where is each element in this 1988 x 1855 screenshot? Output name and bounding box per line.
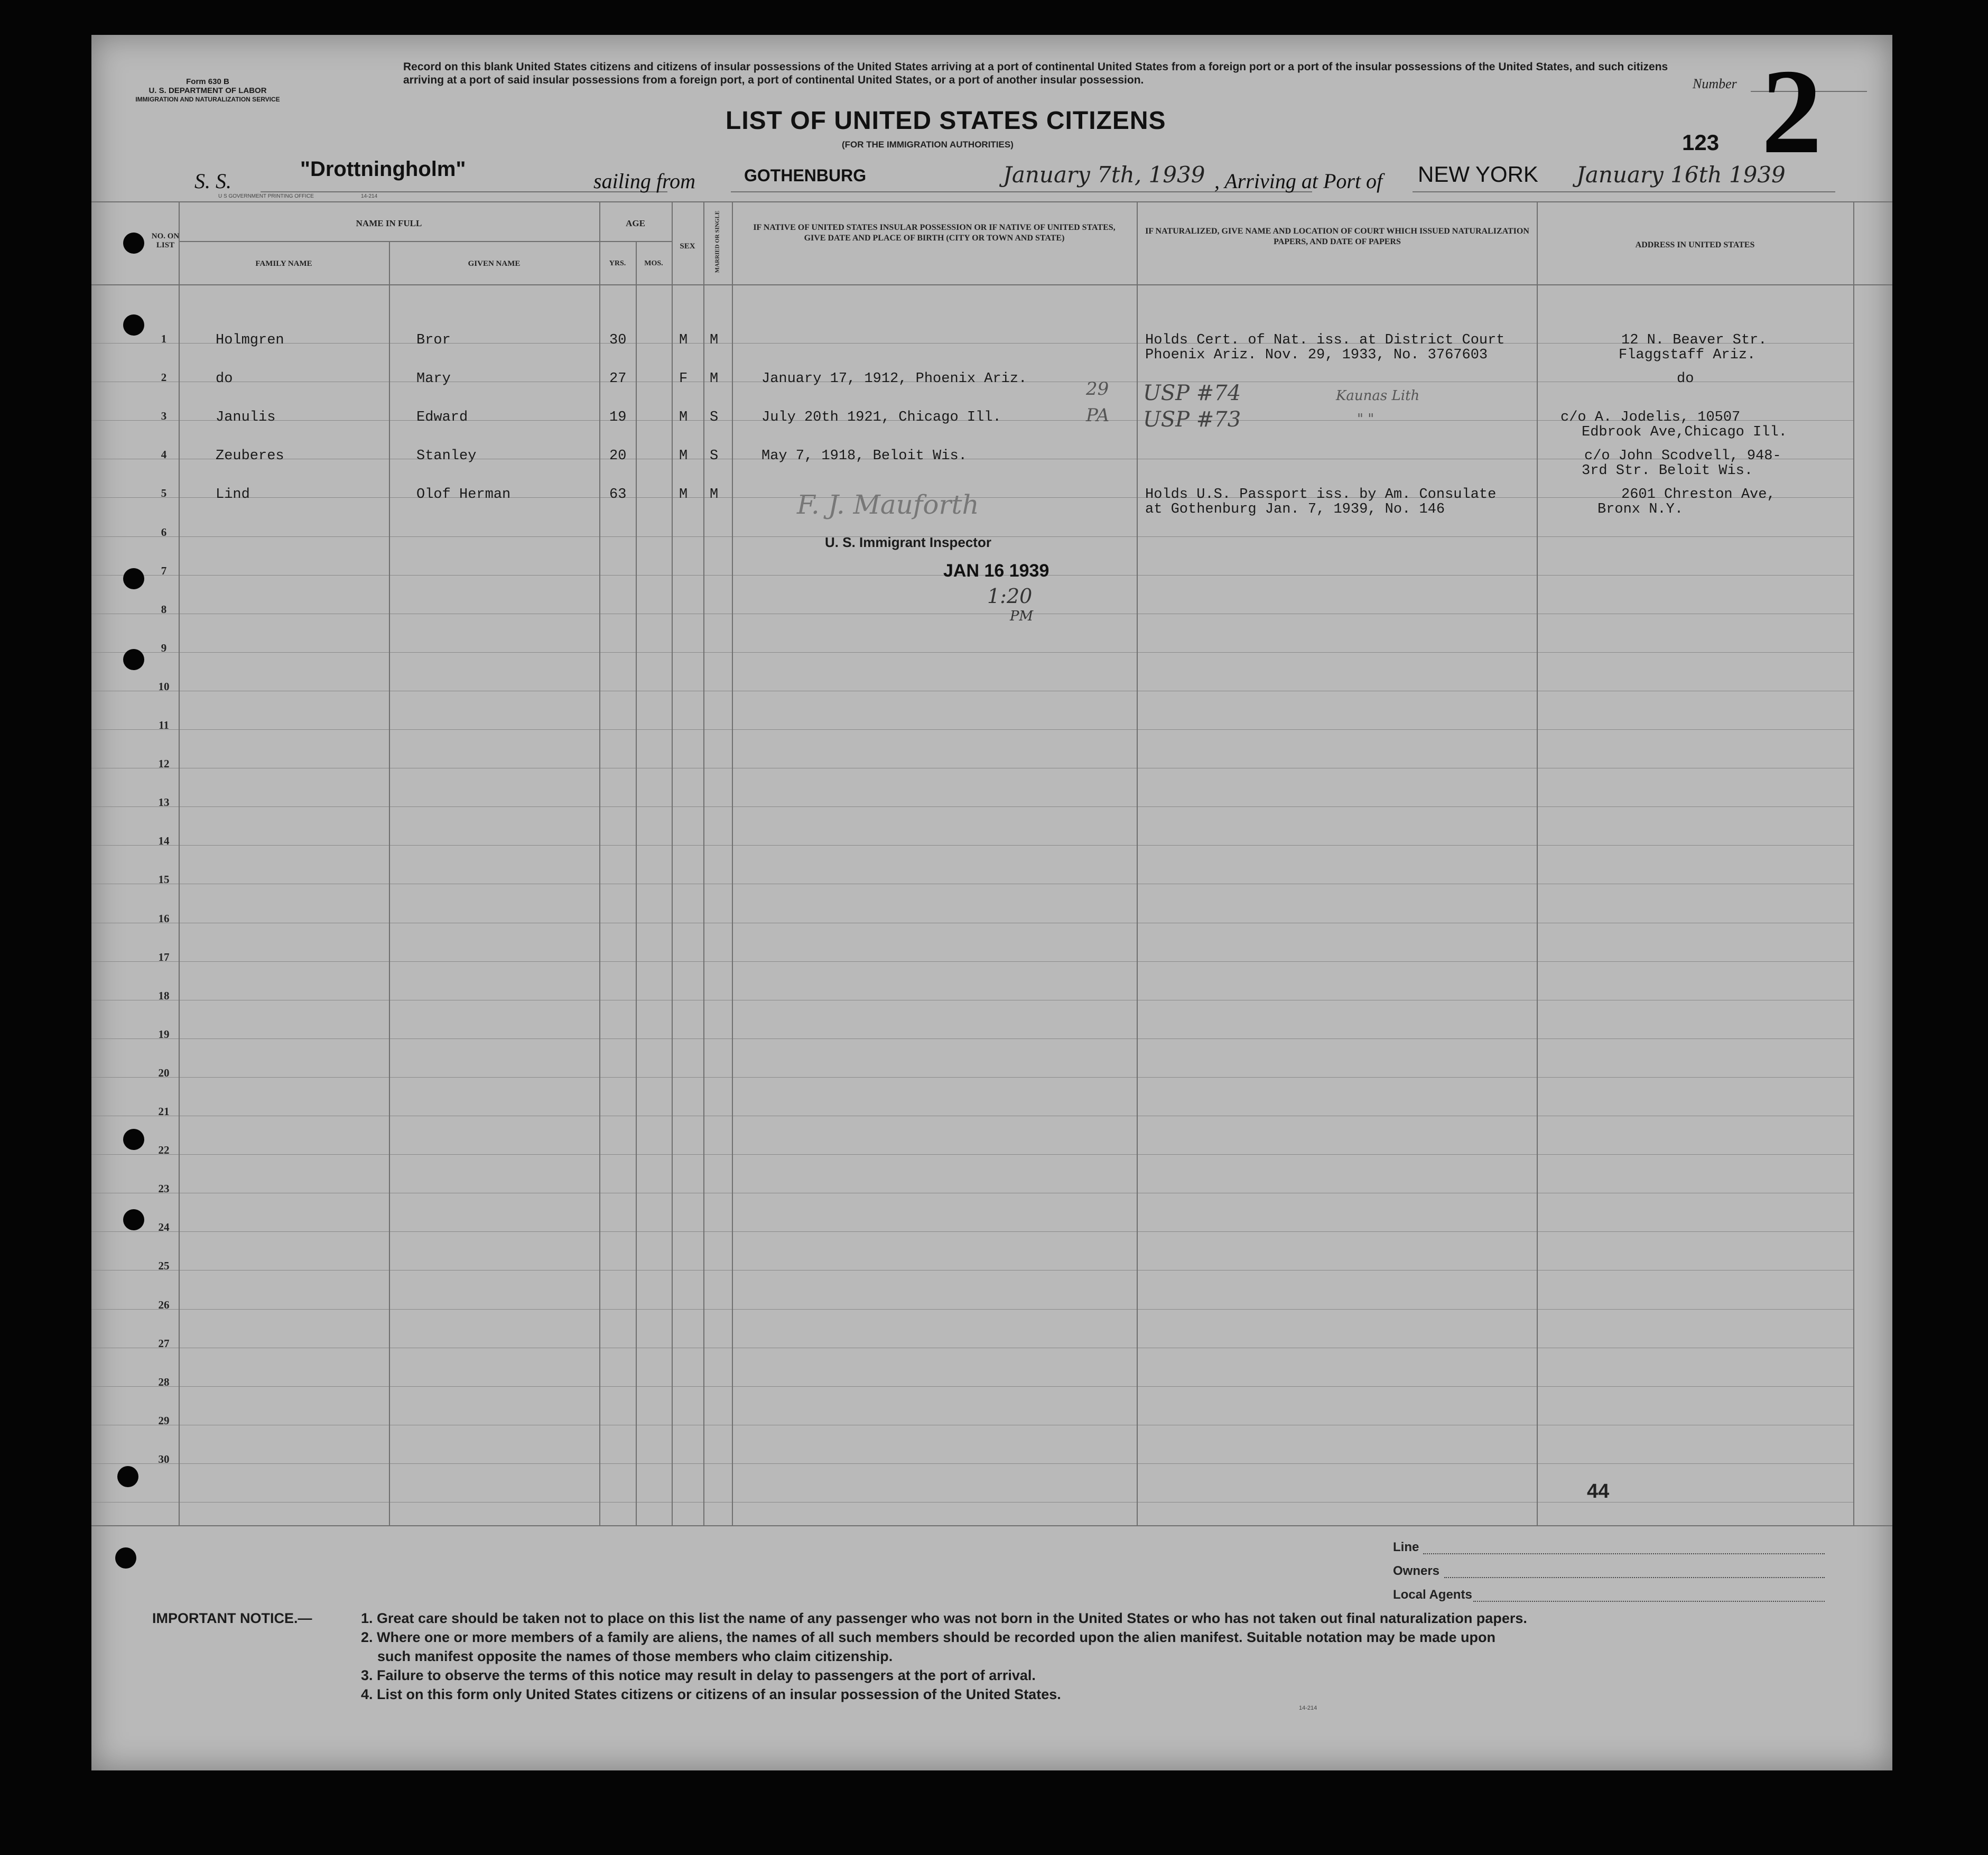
- row-rule: [91, 1463, 1853, 1464]
- cell-sex: M: [679, 410, 688, 426]
- line-field-label: Line: [1393, 1540, 1419, 1554]
- cell-given: Olof Herman: [416, 487, 511, 503]
- row-number: 25: [158, 1259, 170, 1273]
- cell-family: do: [216, 371, 233, 387]
- page-count: 44: [1587, 1480, 1610, 1502]
- header-naturalized: IF NATURALIZED, GIVE NAME AND LOCATION OF COURT WHICH ISSUED NATURALIZATION PAPERS, AND DATE OF PAPERS: [1145, 227, 1529, 246]
- cell-addr1: 2601 Chreston Ave,: [1621, 487, 1776, 503]
- cell-addr2: Edbrook Ave,Chicago Ill.: [1582, 424, 1787, 441]
- cell-addr2: Flaggstaff Ariz.: [1619, 347, 1756, 363]
- arriving-label: , Arriving at Port of: [1214, 169, 1383, 193]
- header-address: ADDRESS IN UNITED STATES: [1635, 240, 1755, 249]
- col-divider-right: [1853, 201, 1854, 1525]
- row-rule: [91, 1309, 1853, 1310]
- ship-name: "Drottningholm": [300, 157, 466, 181]
- print-code-left: U S GOVERNMENT PRINTING OFFICE: [218, 193, 314, 199]
- cell-addr1: do: [1677, 371, 1694, 387]
- notice-item-4: 4. List on this form only United States citizens or citizens of an insular possession of the United States.: [361, 1686, 1061, 1702]
- row-rule: [91, 729, 1853, 730]
- number-value: 2: [1761, 44, 1822, 179]
- arrival-port: NEW YORK: [1418, 162, 1538, 187]
- cell-nat1: Holds U.S. Passport iss. by Am. Consulate: [1145, 487, 1497, 503]
- row-rule: [91, 1077, 1853, 1078]
- page-code: 123: [1682, 130, 1720, 155]
- punch-hole: [123, 233, 144, 254]
- cell-yrs: 27: [609, 371, 627, 387]
- cell-yrs: 19: [609, 410, 627, 426]
- header-birth: IF NATIVE OF UNITED STATES INSULAR POSSESSION OR IF NATIVE OF UNITED STATES, GIVE DATE AND PLACE OF BIRTH (CITY OR TOWN AND STATE): [753, 223, 1116, 243]
- row-number: 12: [158, 757, 170, 771]
- cell-nat1: Holds Cert. of Nat. iss. at District Court: [1145, 332, 1505, 348]
- annot-pm: PM: [1010, 608, 1034, 624]
- manifest-page: [91, 35, 1892, 1770]
- inspector-title: U. S. Immigrant Inspector: [825, 534, 991, 550]
- cell-given: Mary: [416, 371, 451, 387]
- form-subtitle: (FOR THE IMMIGRATION AUTHORITIES): [842, 140, 1014, 150]
- owners-field-dots: [1444, 1577, 1825, 1578]
- cell-ms: M: [710, 332, 719, 348]
- punch-hole: [117, 1466, 138, 1487]
- row-number: 18: [158, 989, 170, 1002]
- cell-given: Bror: [416, 332, 451, 348]
- cell-family: Janulis: [216, 410, 276, 426]
- cell-given: Stanley: [416, 448, 477, 465]
- annot-usp-74: USP #74: [1143, 381, 1241, 405]
- cell-nat2: Phoenix Ariz. Nov. 29, 1933, No. 3767603: [1145, 347, 1488, 363]
- punch-hole: [123, 314, 144, 336]
- owners-field-label: Owners: [1393, 1564, 1440, 1578]
- header-name-in-full: NAME IN FULL: [356, 218, 422, 228]
- row-number: 28: [158, 1375, 170, 1388]
- cell-yrs: 20: [609, 448, 627, 465]
- row-number: 6: [161, 525, 167, 539]
- table-bottom-border: [91, 1525, 1892, 1526]
- cell-ms: M: [710, 487, 719, 503]
- local-agents-field-dots: [1473, 1601, 1825, 1602]
- annot-usp-73: USP #73: [1143, 407, 1241, 432]
- row-number: 14: [158, 834, 170, 848]
- row-rule: [91, 1038, 1853, 1039]
- punch-hole: [115, 1547, 136, 1569]
- row-number: 21: [158, 1105, 170, 1118]
- cell-yrs: 63: [609, 487, 627, 503]
- row-rule: [91, 1154, 1853, 1155]
- row-number: 26: [158, 1298, 170, 1311]
- col-divider-age: [672, 201, 673, 1525]
- cell-family: Lind: [216, 487, 250, 503]
- sailing-date: January 7th, 1939: [1003, 162, 1205, 188]
- cell-family: Zeuberes: [216, 448, 284, 465]
- cell-sex: M: [679, 487, 688, 503]
- row-number: 13: [158, 796, 170, 809]
- annot-kaunas: Kaunas Lith: [1336, 388, 1420, 404]
- cell-ms: M: [710, 371, 719, 387]
- row-rule: [91, 343, 1853, 344]
- header-yrs: YRS.: [609, 259, 626, 267]
- header-age: AGE: [626, 218, 645, 228]
- cell-given: Edward: [416, 410, 468, 426]
- cell-no: 1: [161, 332, 167, 345]
- arrival-date: January 16th 1939: [1576, 162, 1786, 188]
- annot-ditto: " ": [1357, 411, 1374, 427]
- punch-hole: [123, 1129, 144, 1150]
- row-number: 10: [158, 680, 170, 693]
- form-number: Form 630 B: [186, 77, 229, 86]
- cell-addr1: 12 N. Beaver Str.: [1621, 332, 1767, 348]
- service-name: IMMIGRATION AND NATURALIZATION SERVICE: [135, 96, 280, 103]
- col-divider-no: [179, 201, 180, 1525]
- cell-no: 2: [161, 371, 167, 384]
- cell-addr1: c/o A. Jodelis, 10507: [1560, 410, 1741, 426]
- row-number: 9: [161, 641, 167, 654]
- notice-item-2a: 2. Where one or more members of a family are aliens, the names of all such members should be recorded upon the alien manifest. Suitable notation may be made upon: [361, 1629, 1496, 1645]
- cell-sex: M: [679, 448, 688, 465]
- department-name: U. S. DEPARTMENT OF LABOR: [148, 86, 267, 95]
- cell-ms: S: [710, 410, 719, 426]
- record-instructions: Record on this blank United States citizens and citizens of insular possessions of the United States arriving at a port of continental United States from a foreign port or a port of the insular possessions of the United States, and such citizens arriving at a port of said insular possessions from a foreign port, a port of continental United States, or a port of another insular possession.: [403, 61, 1668, 86]
- row-number: 19: [158, 1027, 170, 1041]
- row-rule: [91, 845, 1853, 846]
- notice-heading: IMPORTANT NOTICE.—: [152, 1610, 312, 1626]
- cell-family: Holmgren: [216, 332, 284, 348]
- cell-yrs: 30: [609, 332, 627, 348]
- notice-print-code: 14-214: [1299, 1705, 1317, 1711]
- date-stamp: JAN 16 1939: [943, 561, 1049, 581]
- row-number: 8: [161, 602, 167, 616]
- punch-hole: [123, 649, 144, 670]
- col-divider-sex: [703, 201, 704, 1525]
- departure-port: GOTHENBURG: [744, 166, 867, 185]
- header-mos: MOS.: [644, 259, 663, 267]
- sailing-from-label: sailing from: [593, 169, 695, 193]
- row-number: 16: [158, 912, 170, 925]
- cell-no: 4: [161, 448, 167, 461]
- cell-addr1: c/o John Scodvell, 948-: [1584, 448, 1781, 465]
- col-divider-birth: [1137, 201, 1138, 1525]
- row-number: 7: [161, 564, 167, 577]
- cell-nat2: at Gothenburg Jan. 7, 1939, No. 146: [1145, 502, 1445, 518]
- row-number: 22: [158, 1144, 170, 1157]
- local-agents-field-label: Local Agents: [1393, 1588, 1472, 1602]
- cell-ms: S: [710, 448, 719, 465]
- header-family-name: FAMILY NAME: [255, 259, 312, 268]
- name-age-subheader-line: [179, 241, 672, 242]
- cell-no: 3: [161, 410, 167, 423]
- header-sex: SEX: [680, 242, 695, 251]
- row-number: 29: [158, 1414, 170, 1427]
- row-rule: [91, 1231, 1853, 1232]
- cell-birth: May 7, 1918, Beloit Wis.: [761, 448, 967, 465]
- cell-birth: July 20th 1921, Chicago Ill.: [761, 410, 1001, 426]
- row-number: 30: [158, 1452, 170, 1466]
- row-number: 24: [158, 1221, 170, 1234]
- col-divider-yrs: [636, 241, 637, 1525]
- row-number: 20: [158, 1066, 170, 1079]
- header-married-single: MARRIED OR SINGLE: [714, 210, 721, 273]
- cell-sex: M: [679, 332, 688, 348]
- inspector-signature: F. J. Mauforth: [797, 489, 979, 520]
- notice-item-2b: such manifest opposite the names of those members who claim citizenship.: [377, 1648, 893, 1664]
- ss-label: S. S.: [194, 169, 231, 193]
- row-number: 11: [159, 719, 169, 731]
- line-field-dots: [1423, 1553, 1825, 1554]
- notice-item-3: 3. Failure to observe the terms of this notice may result in delay to passengers at the port of arrival.: [361, 1667, 1036, 1683]
- punch-hole: [123, 568, 144, 589]
- row-number: 23: [158, 1182, 170, 1195]
- row-number: 27: [158, 1337, 170, 1350]
- print-code-right: 14-214: [361, 193, 378, 199]
- cell-sex: F: [679, 371, 688, 387]
- row-rule: [91, 961, 1853, 962]
- cell-addr2: Bronx N.Y.: [1597, 502, 1684, 518]
- row-number: 17: [158, 950, 170, 963]
- annot-29: 29: [1086, 378, 1109, 400]
- header-given-name: GIVEN NAME: [468, 259, 521, 268]
- notice-item-1: 1. Great care should be taken not to place on this list the name of any passenger who was not born in the United States or who has not taken out final naturalization papers.: [361, 1610, 1527, 1626]
- col-divider-family: [389, 241, 390, 1525]
- form-title: LIST OF UNITED STATES CITIZENS: [726, 107, 1166, 135]
- annot-time: 1:20: [987, 585, 1033, 608]
- row-number: 15: [158, 873, 170, 886]
- col-divider-name: [599, 201, 600, 1525]
- col-divider-naturalized: [1537, 201, 1538, 1525]
- number-label: Number: [1693, 76, 1737, 91]
- row-rule: [91, 652, 1853, 653]
- header-no-on-list: NO. ON LIST: [151, 232, 180, 249]
- cell-no: 5: [161, 487, 167, 500]
- punch-hole: [123, 1209, 144, 1230]
- row-rule: [91, 806, 1853, 807]
- cell-birth: January 17, 1912, Phoenix Ariz.: [761, 371, 1027, 387]
- col-divider-married: [732, 201, 733, 1525]
- cell-addr2: 3rd Str. Beloit Wis.: [1582, 463, 1753, 479]
- annot-pa: PA: [1086, 405, 1110, 426]
- row-rule: [91, 1386, 1853, 1387]
